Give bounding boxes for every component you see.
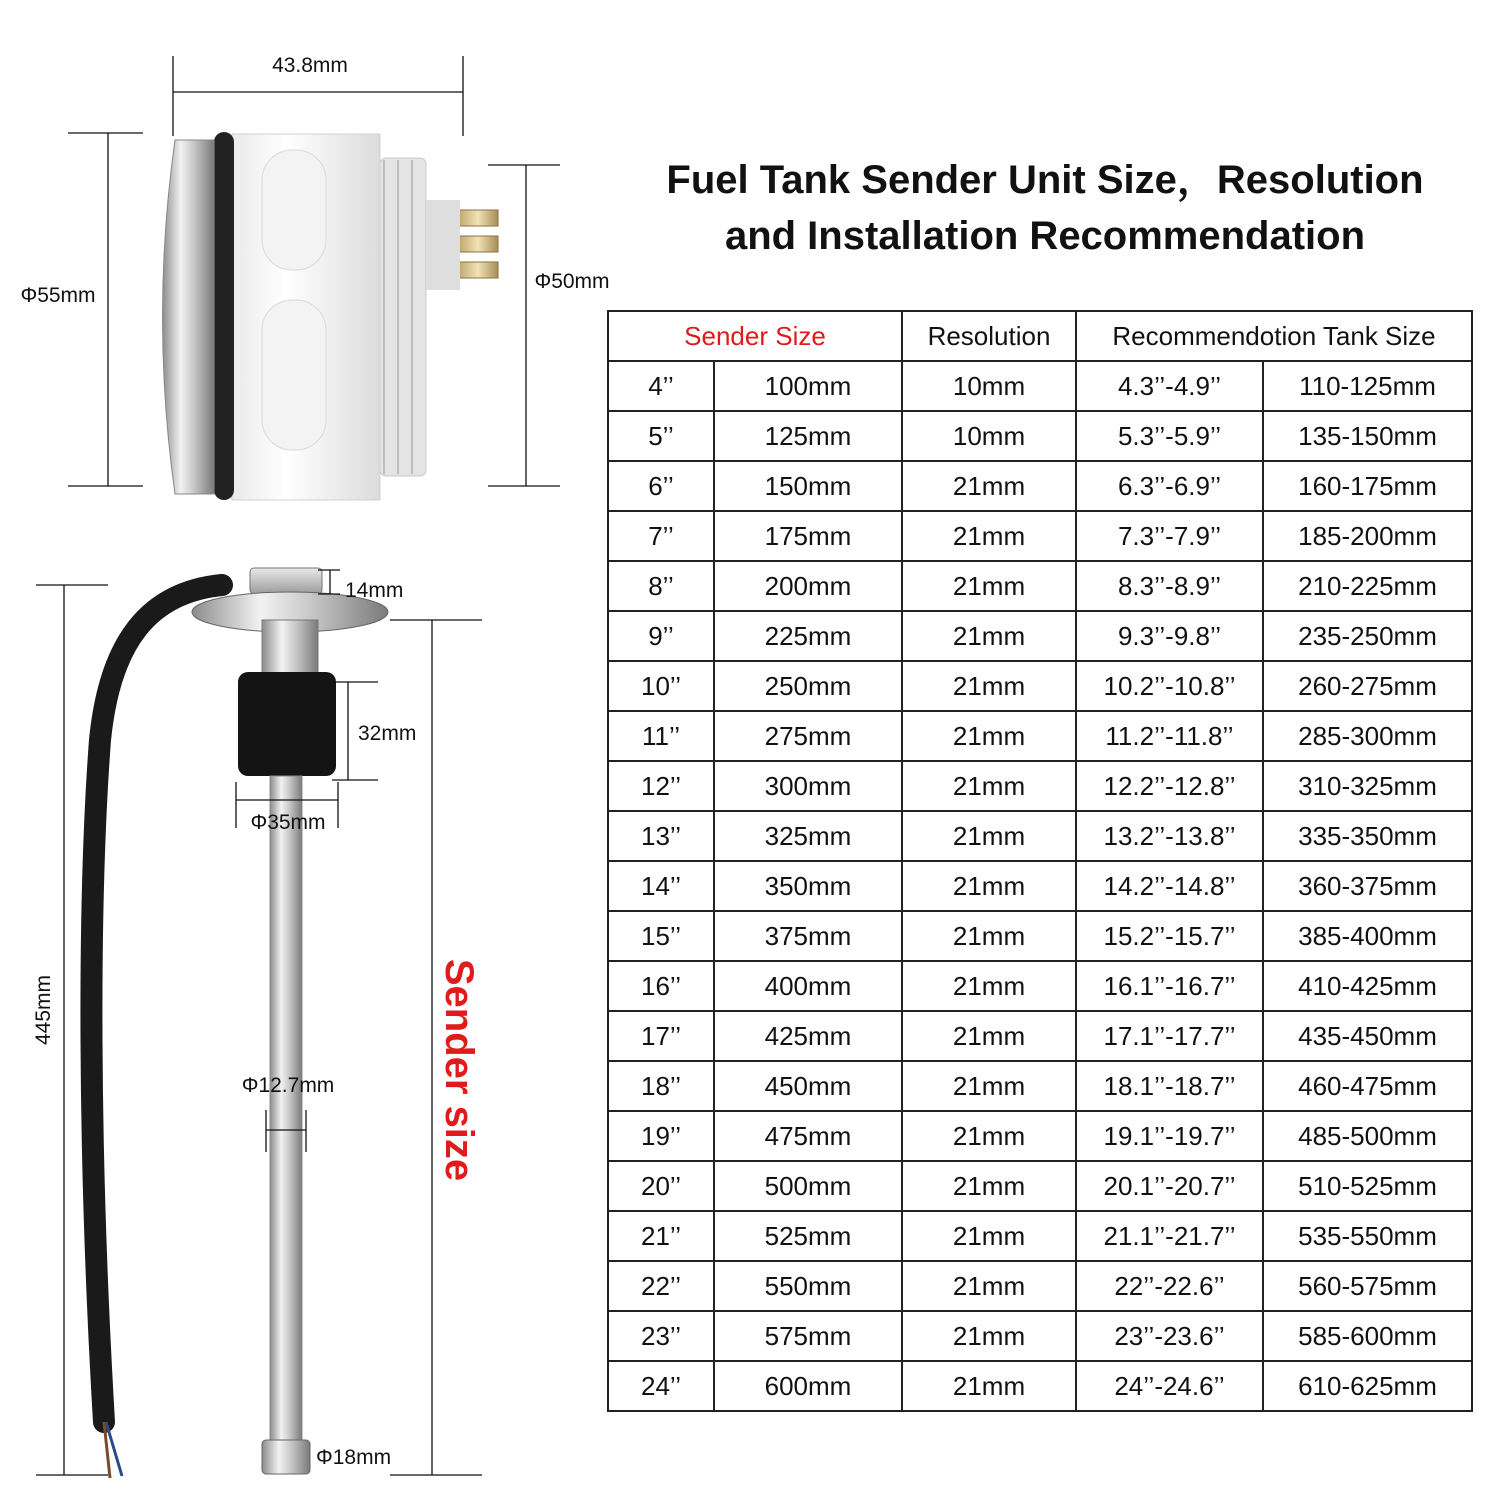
sender-size-inch-cell: 22’’ (608, 1261, 714, 1311)
sender-size-mm-cell: 425mm (714, 1011, 902, 1061)
float-height-label: 32mm (358, 722, 417, 745)
tank-size-inch-cell: 19.1’’-19.7’’ (1076, 1111, 1263, 1161)
tank-size-inch-cell: 20.1’’-20.7’’ (1076, 1161, 1263, 1211)
resolution-cell: 21mm (902, 1161, 1076, 1211)
sender-size-inch-cell: 23’’ (608, 1311, 714, 1361)
tank-size-inch-cell: 11.2’’-11.8’’ (1076, 711, 1263, 761)
sender-size-inch-cell: 19’’ (608, 1111, 714, 1161)
tank-size-mm-cell: 110-125mm (1263, 361, 1472, 411)
sender-size-mm-cell: 375mm (714, 911, 902, 961)
gauge-illustration (157, 132, 498, 500)
sender-size-mm-cell: 275mm (714, 711, 902, 761)
resolution-cell: 21mm (902, 1311, 1076, 1361)
tank-size-inch-cell: 24’’-24.6’’ (1076, 1361, 1263, 1411)
sender-size-inch-cell: 11’’ (608, 711, 714, 761)
table-row (608, 961, 1472, 1011)
tank-size-inch-cell: 22’’-22.6’’ (1076, 1261, 1263, 1311)
sender-illustration (91, 568, 388, 1478)
sender-size-inch-cell: 17’’ (608, 1011, 714, 1061)
sender-size-mm-cell: 450mm (714, 1061, 902, 1111)
table-row (608, 861, 1472, 911)
tank-size-mm-cell: 185-200mm (1263, 511, 1472, 561)
sender-size-inch-cell: 6’’ (608, 461, 714, 511)
sender-size-inch-cell: 16’’ (608, 961, 714, 1011)
tank-size-inch-cell: 10.2’’-10.8’’ (1076, 661, 1263, 711)
sender-size-mm-cell: 600mm (714, 1361, 902, 1411)
table-row (608, 911, 1472, 961)
float-height-dimension (332, 682, 416, 780)
sender-size-inch-cell: 7’’ (608, 511, 714, 561)
tank-size-inch-cell: 17.1’’-17.7’’ (1076, 1011, 1263, 1061)
tank-size-mm-cell: 235-250mm (1263, 611, 1472, 661)
table-row (608, 1011, 1472, 1061)
gauge-depth-label: 43.8mm (272, 54, 348, 77)
resolution-cell: 21mm (902, 861, 1076, 911)
tip-diameter-dimension (316, 1446, 391, 1469)
tank-size-mm-cell: 385-400mm (1263, 911, 1472, 961)
sender-size-mm-cell: 200mm (714, 561, 902, 611)
table-row (608, 1361, 1472, 1411)
tank-size-mm-cell: 135-150mm (1263, 411, 1472, 461)
resolution-cell: 21mm (902, 1211, 1076, 1261)
sender-size-mm-cell: 500mm (714, 1161, 902, 1211)
gauge-thread-diameter-dimension (488, 165, 610, 486)
table-row (608, 661, 1472, 711)
sender-size-mm-cell: 575mm (714, 1311, 902, 1361)
sender-size-table (607, 310, 1473, 1412)
sender-size-mm-cell: 325mm (714, 811, 902, 861)
table-row (608, 1311, 1472, 1361)
terminal-pins (458, 210, 498, 278)
resolution-cell: 21mm (902, 811, 1076, 861)
tank-size-mm-cell: 460-475mm (1263, 1061, 1472, 1111)
sender-size-inch-cell: 4’’ (608, 361, 714, 411)
sender-size-inch-cell: 10’’ (608, 661, 714, 711)
tank-size-inch-cell: 21.1’’-21.7’’ (1076, 1211, 1263, 1261)
sender-size-mm-cell: 250mm (714, 661, 902, 711)
resolution-cell: 21mm (902, 561, 1076, 611)
header-sender-size: Sender Size (608, 311, 902, 361)
gauge-outer-diameter-label: Φ55mm (20, 284, 96, 307)
table-row (608, 561, 1472, 611)
tank-size-mm-cell: 210-225mm (1263, 561, 1472, 611)
tank-size-inch-cell: 9.3’’-9.8’’ (1076, 611, 1263, 661)
tank-size-mm-cell: 335-350mm (1263, 811, 1472, 861)
sender-size-inch-cell: 24’’ (608, 1361, 714, 1411)
rod-diameter-label: Φ12.7mm (241, 1074, 335, 1097)
tank-size-mm-cell: 560-575mm (1263, 1261, 1472, 1311)
gauge-thread-diameter-label: Φ50mm (534, 270, 610, 293)
table-body (608, 361, 1472, 1411)
sender-size-inch-cell: 14’’ (608, 861, 714, 911)
tip-diameter-label: Φ18mm (316, 1446, 392, 1469)
sender-size-mm-cell: 175mm (714, 511, 902, 561)
sender-size-inch-cell: 21’’ (608, 1211, 714, 1261)
sender-size-dimension (390, 620, 482, 1475)
resolution-cell: 10mm (902, 361, 1076, 411)
resolution-cell: 21mm (902, 1361, 1076, 1411)
sender-size-label: Sender size (437, 958, 481, 1182)
sender-size-mm-cell: 225mm (714, 611, 902, 661)
resolution-cell: 21mm (902, 1011, 1076, 1061)
table-row (608, 461, 1472, 511)
resolution-cell: 21mm (902, 761, 1076, 811)
gauge-depth-dimension (173, 54, 463, 136)
tank-size-inch-cell: 14.2’’-14.8’’ (1076, 861, 1263, 911)
resolution-cell: 21mm (902, 661, 1076, 711)
table-row (608, 611, 1472, 661)
tank-size-mm-cell: 585-600mm (1263, 1311, 1472, 1361)
sender-size-mm-cell: 525mm (714, 1211, 902, 1261)
resolution-cell: 21mm (902, 461, 1076, 511)
tank-size-mm-cell: 360-375mm (1263, 861, 1472, 911)
resolution-cell: 21mm (902, 911, 1076, 961)
table-row (608, 1211, 1472, 1261)
resolution-cell: 21mm (902, 1261, 1076, 1311)
resolution-cell: 10mm (902, 411, 1076, 461)
sender-size-inch-cell: 9’’ (608, 611, 714, 661)
tank-size-inch-cell: 15.2’’-15.7’’ (1076, 911, 1263, 961)
tank-size-mm-cell: 535-550mm (1263, 1211, 1472, 1261)
table-row (608, 811, 1472, 861)
table-row (608, 1261, 1472, 1311)
header-recommendation: Recommendotion Tank Size (1076, 311, 1472, 361)
resolution-cell: 21mm (902, 611, 1076, 661)
tank-size-mm-cell: 485-500mm (1263, 1111, 1472, 1161)
sender-size-mm-cell: 400mm (714, 961, 902, 1011)
flange-height-label: 14mm (345, 579, 404, 602)
sender-size-mm-cell: 475mm (714, 1111, 902, 1161)
tank-size-mm-cell: 285-300mm (1263, 711, 1472, 761)
tank-size-inch-cell: 13.2’’-13.8’’ (1076, 811, 1263, 861)
sender-size-inch-cell: 15’’ (608, 911, 714, 961)
tank-size-inch-cell: 4.3’’-4.9’’ (1076, 361, 1263, 411)
sender-size-inch-cell: 13’’ (608, 811, 714, 861)
tank-size-inch-cell: 16.1’’-16.7’’ (1076, 961, 1263, 1011)
tank-size-mm-cell: 610-625mm (1263, 1361, 1472, 1411)
total-length-label: 445mm (32, 974, 55, 1046)
table-row (608, 761, 1472, 811)
table-row (608, 711, 1472, 761)
float-diameter-label: Φ35mm (250, 811, 326, 834)
sender-size-mm-cell: 350mm (714, 861, 902, 911)
sender-size-inch-cell: 18’’ (608, 1061, 714, 1111)
tank-size-mm-cell: 410-425mm (1263, 961, 1472, 1011)
tank-size-inch-cell: 12.2’’-12.8’’ (1076, 761, 1263, 811)
resolution-cell: 21mm (902, 1061, 1076, 1111)
resolution-cell: 21mm (902, 711, 1076, 761)
tank-size-mm-cell: 435-450mm (1263, 1011, 1472, 1061)
tank-size-inch-cell: 18.1’’-18.7’’ (1076, 1061, 1263, 1111)
sender-size-mm-cell: 550mm (714, 1261, 902, 1311)
sender-size-inch-cell: 5’’ (608, 411, 714, 461)
tank-size-inch-cell: 23’’-23.6’’ (1076, 1311, 1263, 1361)
table-header-row (608, 311, 1472, 361)
sender-size-inch-cell: 12’’ (608, 761, 714, 811)
tank-size-inch-cell: 8.3’’-8.9’’ (1076, 561, 1263, 611)
sender-size-mm-cell: 300mm (714, 761, 902, 811)
tank-size-inch-cell: 5.3’’-5.9’’ (1076, 411, 1263, 461)
table-row (608, 1161, 1472, 1211)
tank-size-inch-cell: 6.3’’-6.9’’ (1076, 461, 1263, 511)
table-row (608, 361, 1472, 411)
tank-size-mm-cell: 510-525mm (1263, 1161, 1472, 1211)
resolution-cell: 21mm (902, 511, 1076, 561)
page-title (600, 152, 1490, 264)
gauge-outer-diameter-dimension (20, 133, 143, 486)
resolution-cell: 21mm (902, 1111, 1076, 1161)
table-row (608, 1061, 1472, 1111)
sender-size-mm-cell: 100mm (714, 361, 902, 411)
sender-size-mm-cell: 150mm (714, 461, 902, 511)
header-resolution: Resolution (902, 311, 1076, 361)
sender-size-inch-cell: 20’’ (608, 1161, 714, 1211)
title-line-1: Fuel Tank Sender Unit Size，Resolution (666, 158, 1424, 202)
title-line-2: and Installation Recommendation (724, 214, 1366, 258)
table-row (608, 511, 1472, 561)
tank-size-mm-cell: 260-275mm (1263, 661, 1472, 711)
sender-size-mm-cell: 125mm (714, 411, 902, 461)
sender-size-inch-cell: 8’’ (608, 561, 714, 611)
tank-size-inch-cell: 7.3’’-7.9’’ (1076, 511, 1263, 561)
table-row (608, 411, 1472, 461)
table-row (608, 1111, 1472, 1161)
resolution-cell: 21mm (902, 961, 1076, 1011)
tank-size-mm-cell: 160-175mm (1263, 461, 1472, 511)
tank-size-mm-cell: 310-325mm (1263, 761, 1472, 811)
